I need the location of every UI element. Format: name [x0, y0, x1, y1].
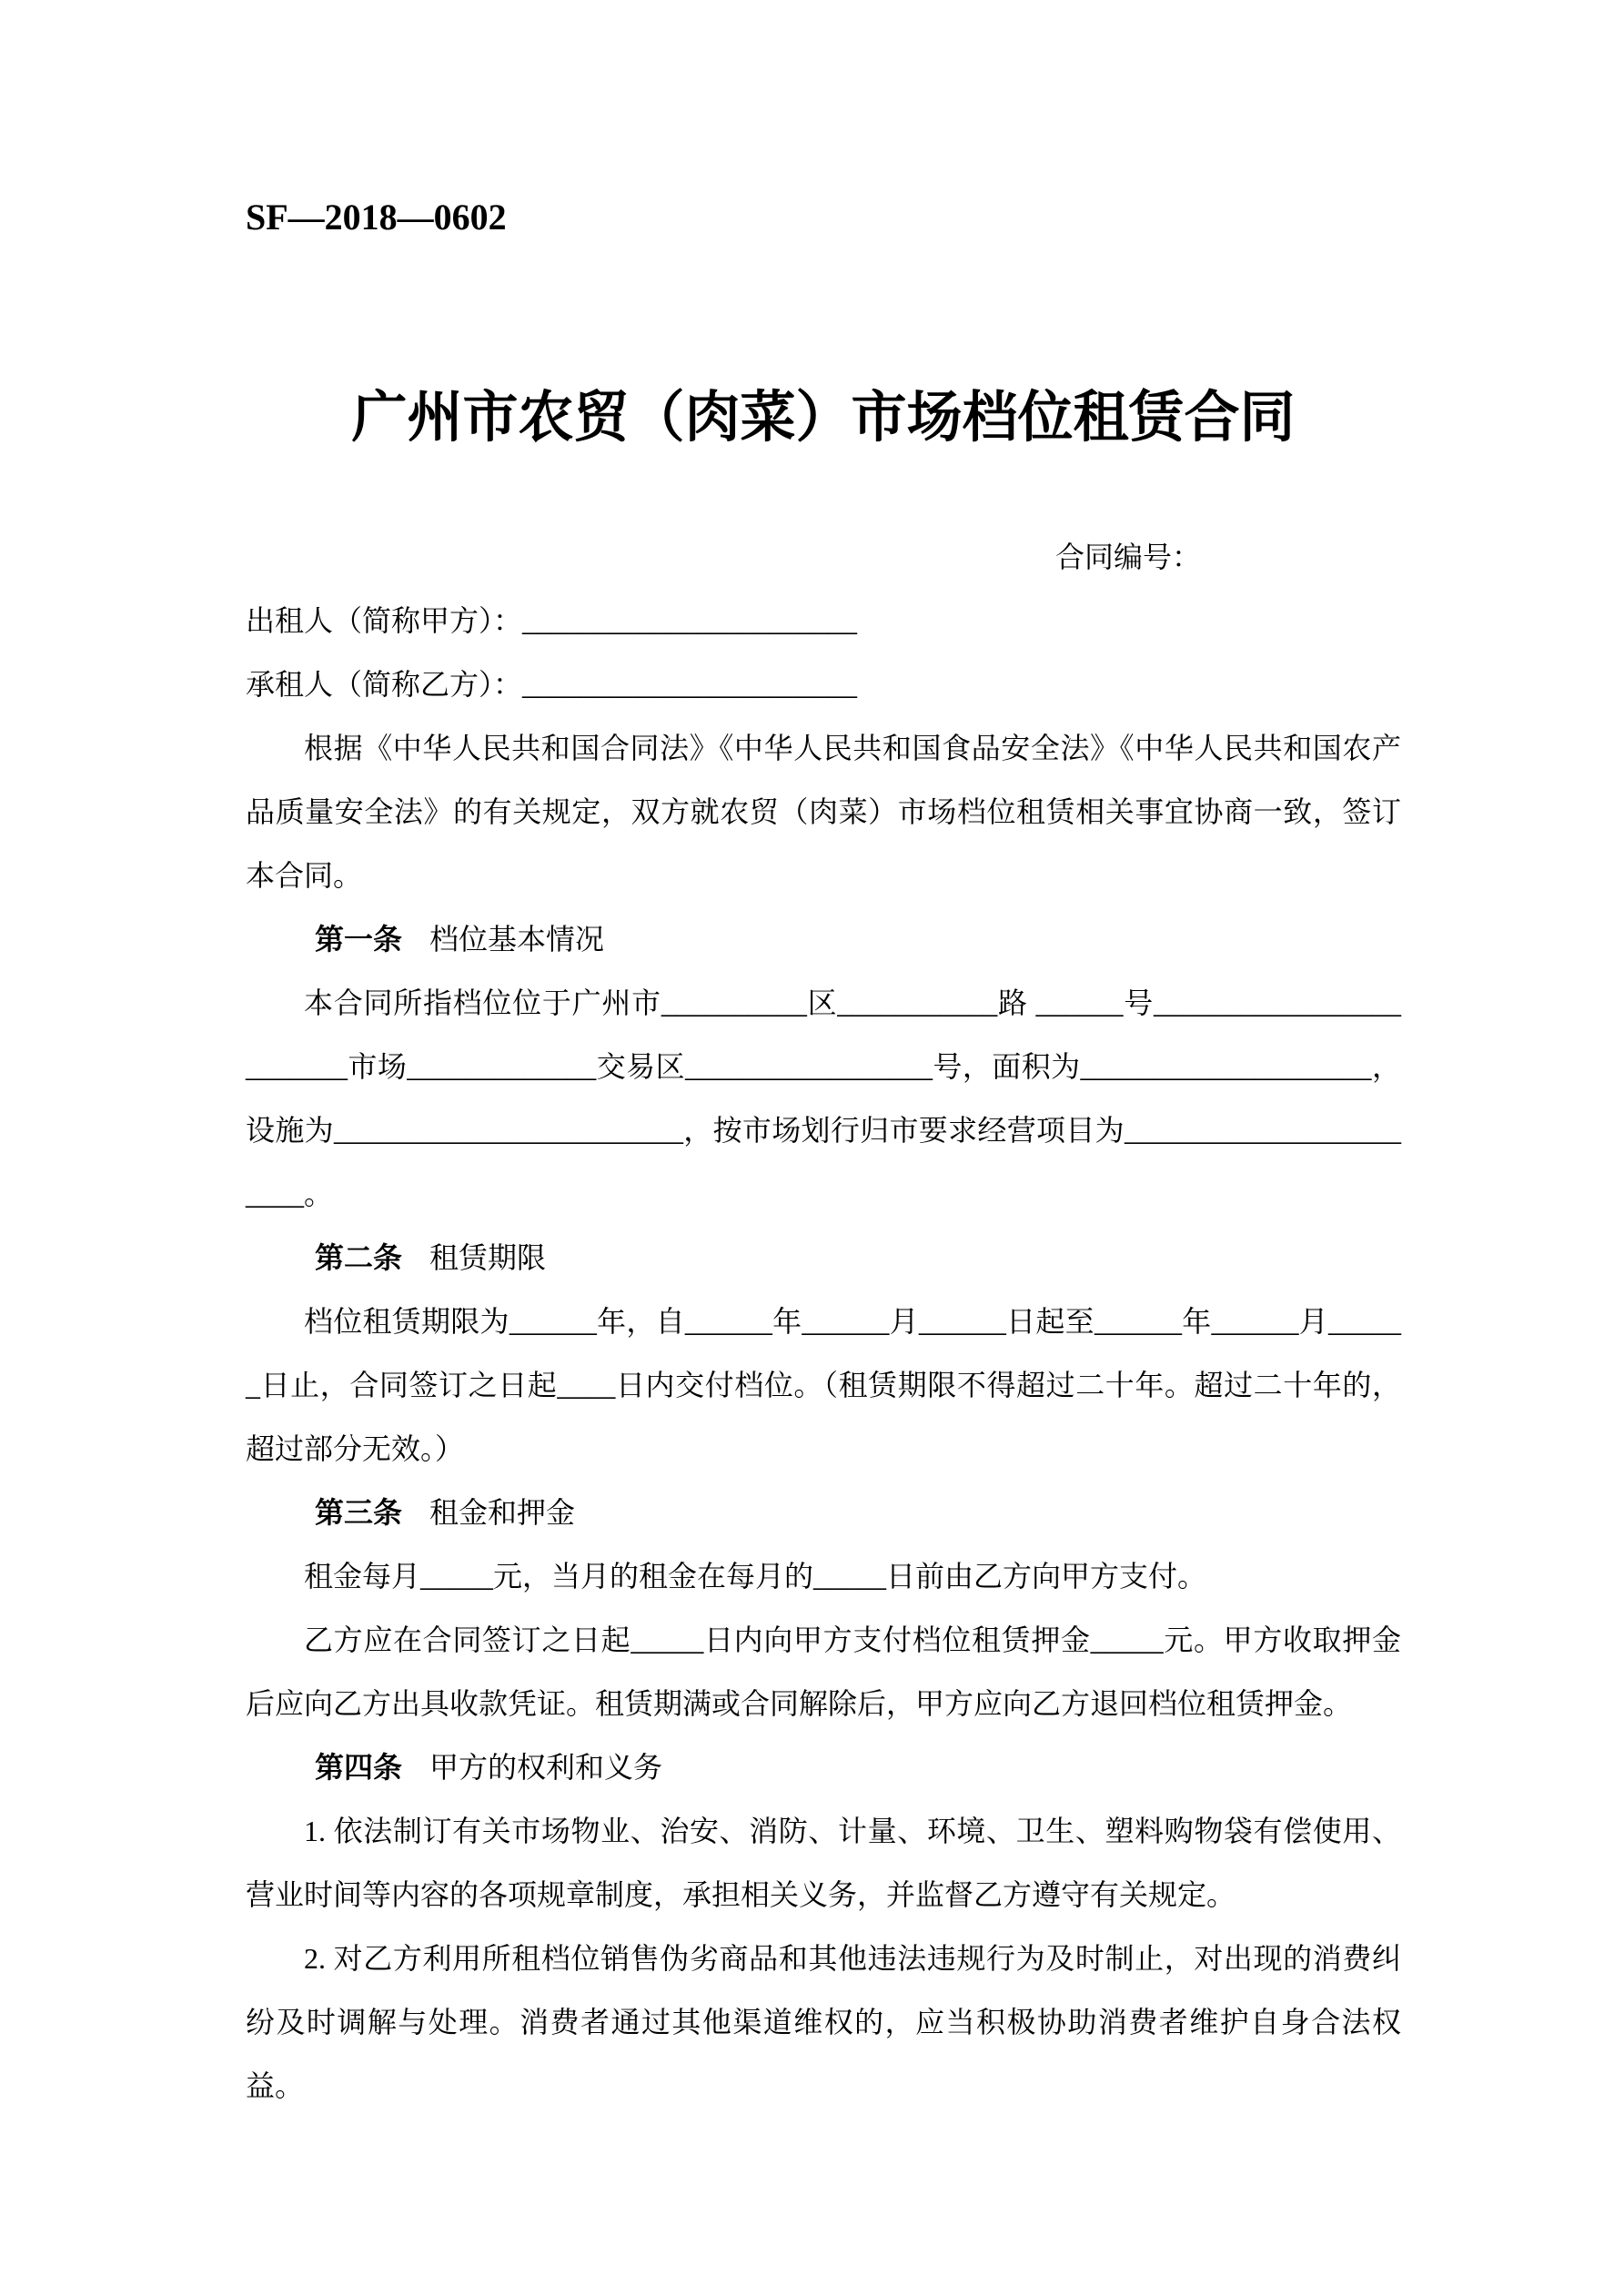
lessee-label: 承租人（简称乙方）：	[246, 668, 523, 701]
document-code: SF—2018—0602	[246, 197, 507, 238]
article-1-heading	[246, 907, 1401, 971]
article-3-title: 租金和押金	[429, 1496, 576, 1529]
article-1-number: 第一条	[315, 923, 403, 956]
article-4-item-1: 1. 依法制订有关市场物业、治安、消防、计量、环境、卫生、塑料购物袋有偿使用、营业时间等内容的各项规章制度，承担相关义务，并监督乙方遵守有关规定。	[246, 1815, 1401, 1911]
contract-number-label: 合同编号：	[1055, 541, 1202, 573]
document-title: 广州市农贸（肉菜）市场档位租赁合同	[351, 386, 1296, 448]
preamble-paragraph: 根据《中华人民共和国合同法》《中华人民共和国食品安全法》《中华人民共和国农产品质量安全法》的有关规定，双方就农贸（肉菜）市场档位租赁相关事宜协商一致，签订本合同。	[246, 732, 1401, 892]
article-4-heading	[246, 1735, 1401, 1799]
article-4-title: 甲方的权利和义务	[429, 1751, 663, 1784]
article-3-paragraph-rent: 租金每月_____元，当月的租金在每月的_____日前由乙方向甲方支付。	[304, 1560, 1207, 1593]
article-4-item-2: 2. 对乙方利用所租档位销售伪劣商品和其他违法违规行为及时制止，对出现的消费纠纷及时调解与处理。消费者通过其他渠道维权的，应当积极协助消费者维护自身合法权益。	[246, 1942, 1401, 2102]
article-1-paragraph: 本合同所指档位位于广州市__________区___________路 ______号________________________市场_____________交易区_________________号，面积为____________________，设施为________________________，按市场划行归市要求经营项目为_______________________。	[246, 986, 1401, 1210]
lessee-fill-blank: _______________________	[522, 668, 858, 701]
article-3-number: 第三条	[315, 1496, 403, 1529]
article-2-paragraph: 档位租赁期限为______年，自______年______月______日起至______年______月______日止，合同签订之日起____日内交付档位。（租赁期限不得超过二十年。超过二十年的，超过部分无效。）	[246, 1305, 1401, 1465]
lessor-label: 出租人（简称甲方）：	[246, 604, 523, 637]
article-1-title: 档位基本情况	[429, 923, 605, 956]
article-2-number: 第二条	[315, 1241, 403, 1274]
lessor-fill-blank: _______________________	[522, 604, 858, 637]
contract-number-line	[246, 525, 1401, 589]
article-3-heading	[246, 1481, 1401, 1544]
document-body	[246, 525, 1401, 2118]
article-3-paragraph-deposit: 乙方应在合同签订之日起_____日内向甲方支付档位租赁押金_____元。甲方收取押金后应向乙方出具收款凭证。租赁期满或合同解除后，甲方应向乙方退回档位租赁押金。	[246, 1623, 1401, 1720]
article-2-title: 租赁期限	[429, 1241, 547, 1274]
party-line-lessor	[246, 589, 1401, 652]
article-2-heading	[246, 1226, 1401, 1290]
article-4-number: 第四条	[315, 1751, 403, 1784]
party-line-lessee	[246, 652, 1401, 716]
